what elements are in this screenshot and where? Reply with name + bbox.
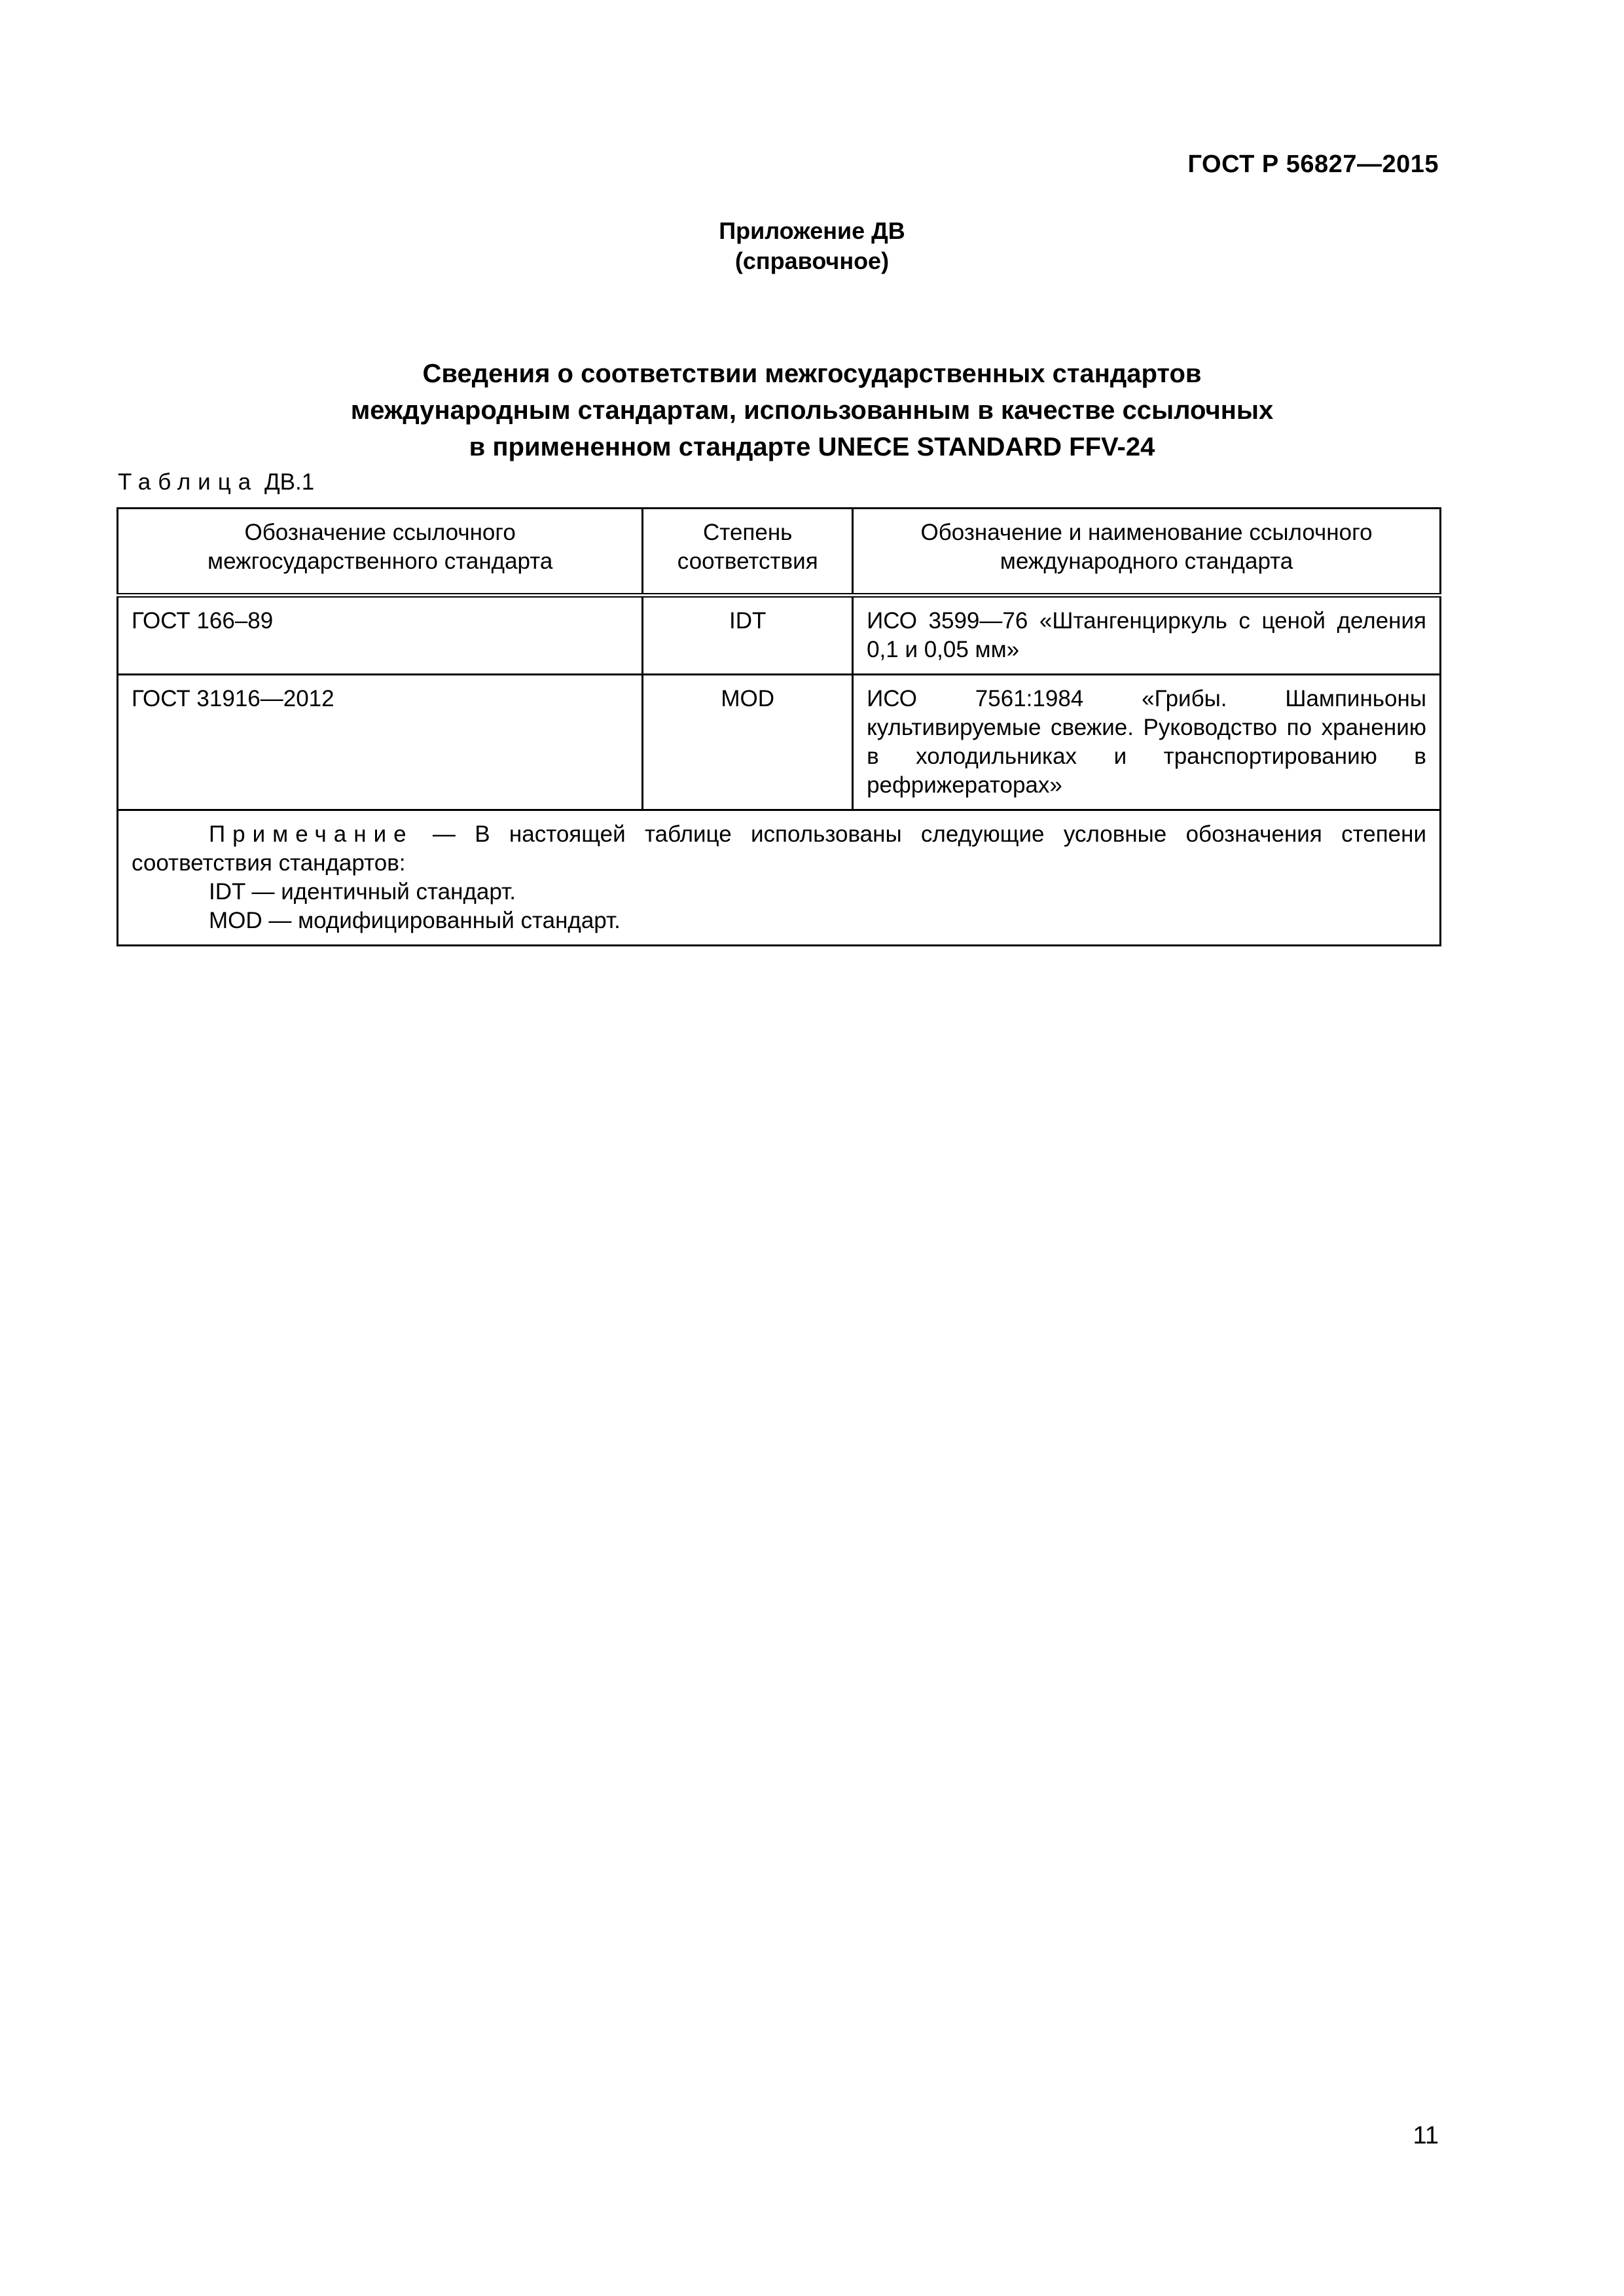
table-caption-number: ДВ.1 xyxy=(264,469,315,495)
table-header-row xyxy=(118,509,1441,596)
header-designation-label: Обозначение ссылочного межгосударственного стандарта xyxy=(208,520,553,574)
cell-degree xyxy=(643,596,853,675)
cell-degree xyxy=(643,675,853,810)
note-label: Примечание xyxy=(209,821,414,847)
header-international xyxy=(853,509,1441,596)
document-title-line: международным стандартам, использованным в качестве ссылочных xyxy=(350,396,1274,425)
note-paragraph xyxy=(132,820,1426,878)
standards-correspondence-table xyxy=(117,507,1441,946)
cell-designation xyxy=(118,596,643,675)
table-row xyxy=(118,596,1441,675)
note-item-idt: IDT — идентичный стандарт. xyxy=(209,879,516,905)
document-title xyxy=(0,355,1624,465)
cell-designation-text: ГОСТ 31916—2012 xyxy=(132,686,334,711)
note-text: — В настоящей таблице использованы следующие условные обозначения степени соответствия стандартов: xyxy=(132,821,1426,876)
cell-designation xyxy=(118,675,643,810)
header-degree xyxy=(643,509,853,596)
header-international-label: Обозначение и наименование ссылочного международного стандарта xyxy=(920,520,1373,574)
table-row xyxy=(118,675,1441,810)
appendix-title: Приложение ДВ xyxy=(719,217,905,244)
table-caption xyxy=(118,468,314,497)
page-number: 11 xyxy=(1413,2122,1439,2149)
table-note-row xyxy=(118,810,1441,946)
document-code-header: ГОСТ Р 56827—2015 xyxy=(1187,151,1439,178)
document-title-line: в примененном стандарте UNECE STANDARD FFV-24 xyxy=(469,433,1155,461)
table-caption-word: Таблица xyxy=(118,469,259,495)
cell-international xyxy=(853,675,1441,810)
header-designation xyxy=(118,509,643,596)
header-degree-label: Степень соответствия xyxy=(677,520,818,574)
cell-designation-text: ГОСТ 166–89 xyxy=(132,608,274,634)
appendix-type: (справочное) xyxy=(734,247,890,274)
cell-international-text: ИСО 3599—76 «Штангенциркуль с ценой деления 0,1 и 0,05 мм» xyxy=(867,608,1426,662)
document-title-line: Сведения о соответствии межгосударственных стандартов xyxy=(422,359,1202,388)
table-note xyxy=(118,810,1441,946)
note-item-mod: MOD — модифицированный стандарт. xyxy=(209,908,621,933)
cell-degree-text: IDT xyxy=(729,608,767,634)
appendix-heading xyxy=(0,216,1624,276)
cell-degree-text: MOD xyxy=(721,686,775,711)
cell-international-text: ИСО 7561:1984 «Грибы. Шампиньоны культивируемые свежие. Руководство по хранению в холодильниках и транспортированию в рефрижераторах» xyxy=(867,686,1426,798)
cell-international xyxy=(853,596,1441,675)
